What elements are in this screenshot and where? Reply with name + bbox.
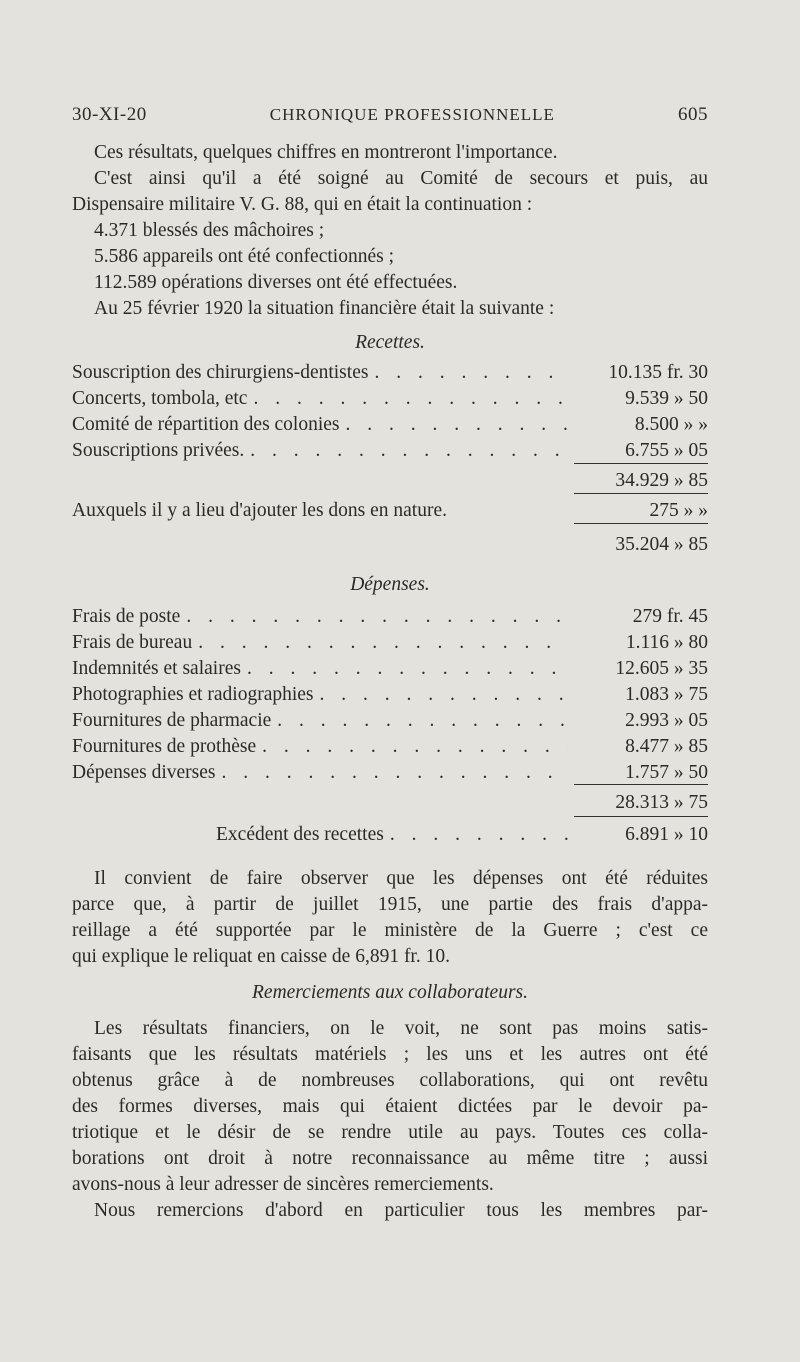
recette-row — [72, 388, 708, 414]
depense-amount: 2.993 » 05 — [625, 710, 708, 731]
depense-row — [72, 606, 708, 632]
leader-dots — [340, 414, 568, 436]
depense-label: Dépenses diverses — [72, 762, 216, 783]
leader-dots — [314, 684, 568, 706]
sum-rule — [574, 463, 708, 464]
leader-dots — [384, 824, 568, 846]
recettes-heading: Recettes. — [355, 332, 425, 353]
excedent-label: Excédent des recettes — [216, 824, 384, 845]
header-date: 30-XI-20 — [72, 104, 147, 125]
leader-dots — [271, 710, 568, 732]
leader-dots — [247, 388, 568, 410]
paragraph-line: faisants que les résultats matériels ; les uns et les autres ont été — [72, 1044, 708, 1065]
depense-row — [72, 658, 708, 684]
depense-label: Frais de bureau — [72, 632, 193, 653]
paragraph-line: des formes diverses, mais qui étaient dictées par le devoir pa- — [72, 1096, 708, 1117]
dons-amount: 275 » » — [649, 500, 708, 521]
depense-amount: 279 fr. 45 — [632, 606, 708, 627]
recette-label: Comité de répartition des colonies — [72, 414, 340, 435]
intro-line: C'est ainsi qu'il a été soigné au Comité de secours et puis, au — [94, 168, 708, 189]
sum-rule — [574, 493, 708, 494]
depenses-heading: Dépenses. — [350, 574, 430, 595]
intro-line: Dispensaire militaire V. G. 88, qui en était la continuation : — [72, 194, 533, 215]
leader-dots — [192, 632, 568, 654]
running-header — [72, 104, 708, 126]
paragraph-line: qui explique le reliquat en caisse de 6,891 fr. 10. — [72, 946, 450, 967]
leader-dots — [256, 736, 568, 758]
depenses-total-row — [72, 792, 708, 818]
paragraph-line: obtenus grâce à de nombreuses collaborations, qui ont revêtu — [72, 1070, 708, 1091]
depense-label: Photographies et radiographies — [72, 684, 314, 705]
depenses-total: 28.313 » 75 — [615, 792, 708, 813]
depense-amount: 8.477 » 85 — [625, 736, 708, 757]
recette-amount: 10.135 fr. 30 — [608, 362, 708, 383]
depense-row — [72, 684, 708, 710]
intro-line: 5.586 appareils ont été confectionnés ; — [94, 246, 394, 267]
leader-dots — [368, 362, 568, 384]
header-title: CHRONIQUE PROFESSIONNELLE — [269, 105, 555, 124]
recette-row — [72, 414, 708, 440]
depense-row — [72, 632, 708, 658]
depense-label: Fournitures de prothèse — [72, 736, 257, 757]
paragraph-line: triotique et le désir de se rendre utile au pays. Toutes ces colla- — [72, 1122, 708, 1143]
leader-dots — [241, 658, 568, 680]
paragraph-line: avons-nous à leur adresser de sincères remerciements. — [72, 1174, 494, 1195]
page-number: 605 — [677, 104, 708, 125]
recettes-subtotal: 34.929 » 85 — [615, 470, 708, 491]
depense-amount: 1.083 » 75 — [625, 684, 708, 705]
recette-amount: 9.539 » 50 — [625, 388, 708, 409]
paragraph-line: reillage a été supportée par le ministère de la Guerre ; c'est ce — [72, 920, 708, 941]
recette-label: Souscription des chirurgiens-dentistes — [72, 362, 369, 383]
intro-line: Ces résultats, quelques chiffres en montreront l'importance. — [94, 142, 558, 163]
dons-label: Auxquels il y a lieu d'ajouter les dons en nature. — [72, 500, 448, 521]
leader-dots — [216, 762, 569, 784]
sum-rule — [574, 784, 708, 785]
paragraph-line: Nous remercions d'abord en particulier tous les membres par- — [94, 1200, 708, 1221]
excedent-row — [216, 824, 708, 850]
leader-dots — [244, 440, 568, 462]
recette-label: Souscriptions privées. — [72, 440, 245, 461]
depense-label: Fournitures de pharmacie — [72, 710, 272, 731]
recettes-total-row — [72, 534, 708, 560]
intro-line: 112.589 opérations diverses ont été effectuées. — [94, 272, 458, 293]
sum-rule — [574, 523, 708, 524]
paragraph-line: borations ont droit à notre reconnaissance au même titre ; aussi — [72, 1148, 708, 1169]
sum-rule — [574, 816, 708, 817]
section-title: Remerciements aux collaborateurs. — [252, 982, 528, 1003]
depense-label: Indemnités et salaires — [72, 658, 241, 679]
leader-dots — [180, 606, 568, 628]
depense-amount: 12.605 » 35 — [615, 658, 708, 679]
paragraph-line: Les résultats financiers, on le voit, ne sont pas moins satis- — [94, 1018, 708, 1039]
recette-row — [72, 362, 708, 388]
excedent-amount: 6.891 » 10 — [625, 824, 708, 845]
paragraph-line: parce que, à partir de juillet 1915, une partie des frais d'appa- — [72, 894, 708, 915]
depense-label: Frais de poste — [72, 606, 181, 627]
recette-label: Concerts, tombola, etc — [72, 388, 248, 409]
depense-amount: 1.116 » 80 — [625, 632, 708, 653]
depense-amount: 1.757 » 50 — [625, 762, 708, 783]
recette-amount: 6.755 » 05 — [625, 440, 708, 461]
paragraph-line: Il convient de faire observer que les dépenses ont été réduites — [94, 868, 708, 889]
intro-line: Au 25 février 1920 la situation financière était la suivante : — [94, 298, 555, 319]
recettes-total: 35.204 » 85 — [615, 534, 708, 555]
depense-row — [72, 710, 708, 736]
recette-amount: 8.500 » » — [634, 414, 708, 435]
depense-row — [72, 736, 708, 762]
intro-line: 4.371 blessés des mâchoires ; — [94, 220, 325, 241]
